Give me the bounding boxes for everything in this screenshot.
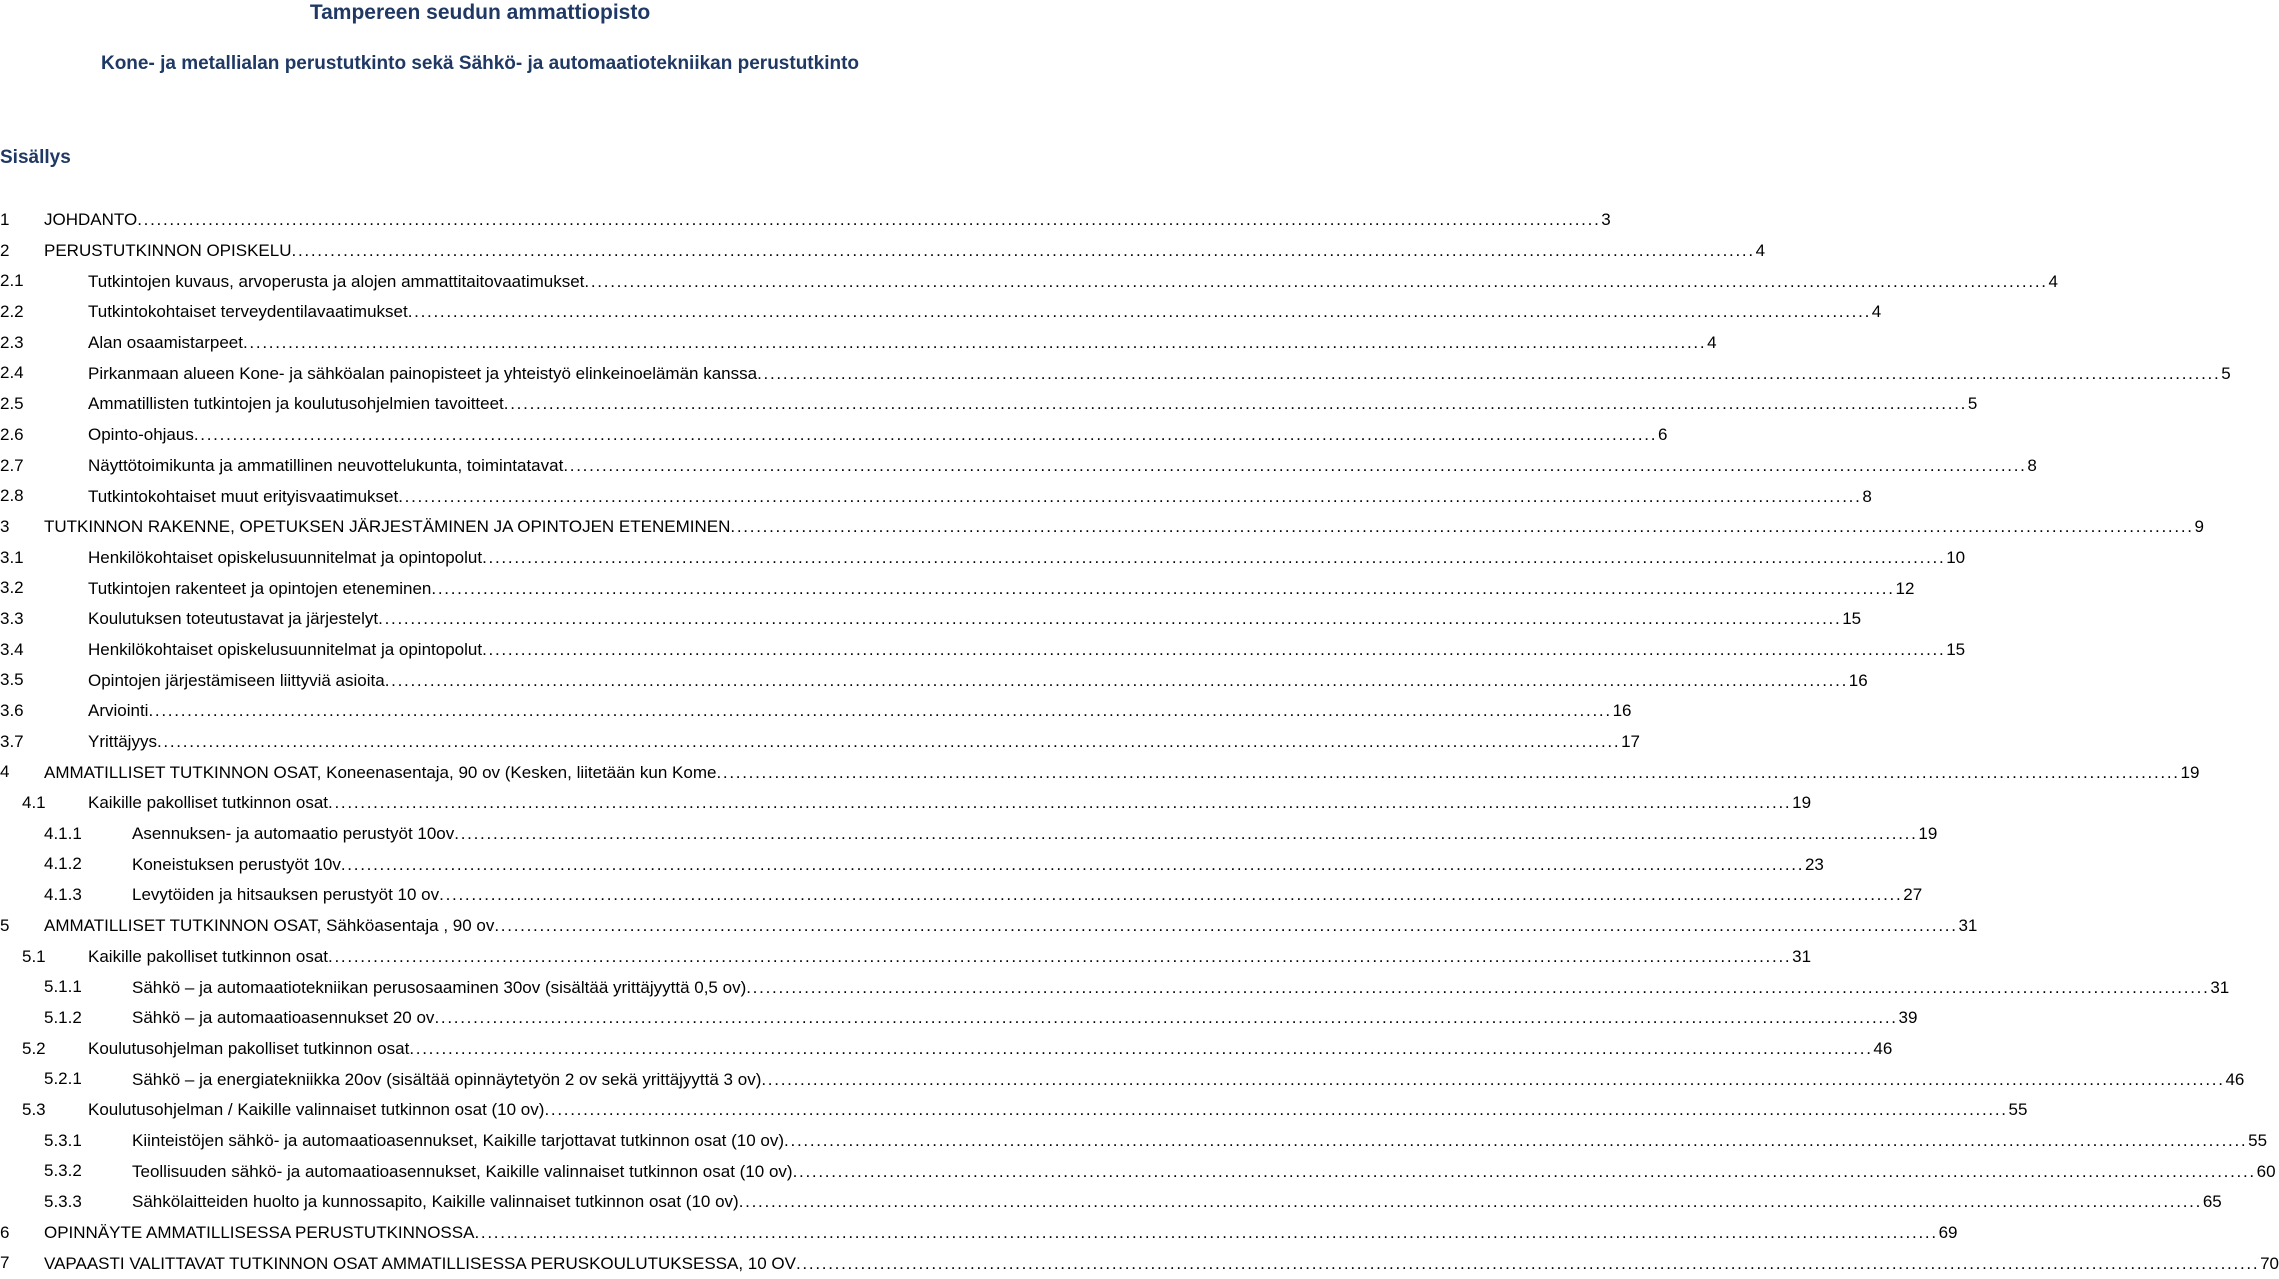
toc-entry-number: 2.2	[0, 302, 24, 322]
toc-entry-page: 60	[2256, 1161, 2276, 1181]
toc-entry-line	[88, 696, 1632, 727]
toc-entry-page: 17	[1621, 732, 1640, 752]
toc-entry-page: 3	[1601, 210, 1611, 230]
toc-entry[interactable]	[0, 1034, 1893, 1065]
toc-entry[interactable]	[0, 665, 1868, 696]
toc-entry-page: 10	[1946, 547, 1966, 567]
toc-entry-page: 5	[1967, 394, 1978, 414]
toc-entry-page: 31	[1792, 946, 1812, 966]
toc-entry-line	[132, 1126, 2268, 1157]
toc-entry[interactable]	[0, 389, 1978, 420]
toc-dot-leader	[796, 1254, 2256, 1274]
toc-entry[interactable]	[0, 328, 1717, 359]
toc-entry-number: 5.3.2	[44, 1161, 82, 1181]
toc-entry[interactable]	[0, 1095, 2028, 1126]
toc-entry-number: 5.1	[22, 946, 46, 966]
toc-entry-line	[88, 635, 1966, 666]
toc-entry-page: 16	[1612, 701, 1632, 721]
toc-entry-label[interactable]: Sähkölaitteiden huolto ja kunnossapito, Kaikille valinnaiset tutkinnon osat (10 ov)	[132, 1192, 739, 1212]
toc-entry-number: 2.1	[0, 271, 24, 291]
toc-entry[interactable]	[0, 757, 2200, 788]
toc-entry-page: 15	[1946, 639, 1966, 659]
toc-entry-page: 8	[2027, 455, 2037, 475]
toc-entry-label[interactable]: Koneistuksen perustyöt 10v	[132, 854, 341, 874]
toc-entry-line	[132, 819, 1938, 850]
toc-entry-page: 55	[2248, 1130, 2268, 1150]
toc-entry-label[interactable]: Näyttötoimikunta ja ammatillinen neuvottelukunta, toimintatavat	[88, 455, 564, 475]
toc-entry-number: 2.3	[0, 332, 24, 352]
toc-entry-number: 5	[0, 915, 10, 935]
toc-entry-page: 4	[1707, 333, 1717, 353]
toc-dot-leader	[385, 671, 1845, 691]
toc-entry-label[interactable]: Opintojen järjestämiseen liittyviä asioita	[88, 670, 385, 690]
document-title: Tampereen seudun ammattiopisto	[309, 1, 651, 24]
toc-entry-line	[132, 1064, 2245, 1095]
toc-entry-line	[132, 880, 1923, 911]
toc-entry[interactable]	[0, 512, 2204, 543]
toc-entry[interactable]	[0, 358, 2231, 389]
toc-entry-page: 70	[2260, 1253, 2279, 1273]
toc-entry[interactable]	[0, 297, 1882, 328]
toc-entry[interactable]	[0, 236, 1766, 267]
toc-entry[interactable]	[0, 849, 1824, 880]
toc-dot-leader	[454, 824, 1914, 844]
toc-entry-line	[132, 1156, 2276, 1187]
toc-entry-number: 3.7	[0, 731, 24, 751]
toc-entry-number: 3.1	[0, 547, 24, 567]
toc-entry[interactable]	[0, 205, 1611, 236]
toc-entry-number: 5.2	[22, 1038, 46, 1058]
toc-dot-leader	[292, 241, 1752, 261]
toc-entry[interactable]	[0, 880, 1923, 911]
toc-entry-line	[132, 972, 2230, 1003]
toc-entry-page: 16	[1848, 670, 1868, 690]
toc-dot-leader	[746, 978, 2206, 998]
toc-entry-line	[132, 1187, 2222, 1218]
toc-dot-leader	[482, 548, 1942, 568]
toc-entry-label[interactable]: AMMATILLISET TUTKINNON OSAT, Koneenasentaja, 90 ov (Kesken, liitetään kun Kome	[44, 762, 717, 782]
toc-entry-label[interactable]: Kaikille pakolliset tutkinnon osat	[88, 793, 329, 813]
toc-entry-label[interactable]: OPINNÄYTE AMMATILLISESSA PERUSTUTKINNOSSA	[44, 1223, 475, 1243]
toc-entry-number: 5.3.1	[44, 1130, 82, 1150]
toc-entry-page: 65	[2202, 1192, 2222, 1212]
toc-entry-label[interactable]: Henkilökohtaiset opiskelusuunnitelmat ja opintopolut	[88, 639, 483, 659]
toc-entry-line	[88, 266, 2058, 297]
toc-entry-number: 3.2	[0, 578, 24, 598]
toc-entry[interactable]	[0, 604, 1862, 635]
toc-entry-label[interactable]: Kaikille pakolliset tutkinnon osat	[88, 946, 329, 966]
toc-entry[interactable]	[0, 420, 1668, 451]
toc-entry[interactable]	[0, 1064, 2245, 1095]
toc-entry-number: 2.6	[0, 424, 24, 444]
toc-entry[interactable]	[0, 266, 2058, 297]
toc-entry-line	[44, 1218, 1958, 1249]
toc-heading: Sisällys	[0, 147, 71, 168]
toc-dot-leader	[341, 855, 1801, 875]
toc-entry-number: 5.3	[22, 1099, 46, 1119]
toc-dot-leader	[409, 1039, 1869, 1059]
toc-entry-number: 2.8	[0, 486, 24, 506]
toc-dot-leader	[148, 701, 1608, 721]
toc-entry-line	[44, 1248, 2279, 1279]
toc-entry-line	[88, 389, 1978, 420]
toc-dot-leader	[793, 1162, 2253, 1182]
toc-dot-leader	[544, 1100, 2004, 1120]
toc-entry[interactable]	[0, 1156, 2276, 1187]
toc-entry-page: 19	[2180, 762, 2200, 782]
toc-dot-leader	[757, 364, 2217, 384]
toc-dot-leader	[157, 732, 1617, 752]
toc-entry-line	[44, 512, 2204, 543]
toc-dot-leader	[431, 579, 1891, 599]
toc-entry-label[interactable]: Opinto-ohjaus	[88, 425, 194, 445]
toc-entry-page: 39	[1898, 1008, 1918, 1028]
toc-entry-line	[88, 604, 1862, 635]
toc-entry-label[interactable]: Tutkintojen kuvaus, arvoperusta ja alojen ammattitaitovaatimukset	[88, 271, 585, 291]
toc-entry-page: 5	[2221, 363, 2231, 383]
toc-entry-line	[88, 451, 2037, 482]
toc-entry-label[interactable]: Henkilökohtaiset opiskelusuunnitelmat ja opintopolut	[88, 547, 483, 567]
toc-entry-line	[88, 727, 1640, 758]
toc-entry-line	[88, 1095, 2028, 1126]
toc-entry-line	[88, 573, 1915, 604]
toc-entry-number: 2.7	[0, 455, 24, 475]
toc-entry[interactable]	[0, 696, 1632, 727]
toc-dot-leader	[739, 1192, 2199, 1212]
toc-entry[interactable]	[0, 819, 1938, 850]
toc-dot-leader	[474, 1223, 1934, 1243]
toc-entry[interactable]	[0, 727, 1640, 758]
toc-entry-label[interactable]: Sähkö – ja automaatiotekniikan perusosaaminen 30ov (sisältää yrittäjyyttä 0,5 ov)	[132, 977, 747, 997]
toc-entry-page: 6	[1657, 425, 1668, 445]
toc-entry-line	[44, 205, 1611, 236]
toc-dot-leader	[439, 885, 1899, 905]
toc-dot-leader	[584, 272, 2044, 292]
toc-entry-page: 4	[1871, 302, 1882, 322]
toc-entry-number: 5.1.1	[44, 977, 82, 997]
toc-entry[interactable]	[0, 911, 1978, 942]
toc-dot-leader	[328, 947, 1788, 967]
toc-entry-page: 31	[1958, 916, 1978, 936]
toc-entry-label[interactable]: Sähkö – ja energiatekniikka 20ov (sisältää opinnäytetyön 2 ov sekä yrittäjyyttä 3 ov)	[132, 1069, 762, 1089]
toc-entry-number: 4	[0, 762, 10, 782]
toc-entry-line	[88, 328, 1717, 359]
toc-entry-number: 5.2.1	[44, 1069, 82, 1089]
toc-entry-page: 31	[2210, 977, 2230, 997]
toc-entry-number: 2.4	[0, 363, 24, 383]
toc-entry-page: 69	[1938, 1223, 1958, 1243]
toc-entry-label[interactable]: Alan osaamistarpeet	[88, 333, 243, 353]
toc-entry-page: 23	[1804, 854, 1824, 874]
toc-entry-page: 19	[1792, 793, 1812, 813]
toc-entry-number: 4.1.3	[44, 885, 82, 905]
toc-entry-number: 2.5	[0, 394, 24, 414]
toc-entry[interactable]	[0, 972, 2230, 1003]
toc-entry-label[interactable]: Koulutusohjelman pakolliset tutkinnon osat	[88, 1038, 410, 1058]
toc-entry-number: 4.1.1	[44, 823, 82, 843]
toc-dot-leader	[398, 487, 1858, 507]
toc-entry-label[interactable]: Levytöiden ja hitsauksen perustyöt 10 ov	[132, 885, 440, 905]
toc-entry[interactable]	[0, 1003, 1918, 1034]
toc-entry-number: 1	[0, 210, 10, 229]
toc-dot-leader	[504, 394, 1964, 414]
toc-entry-number: 5.3.3	[44, 1192, 82, 1211]
toc-entry-label[interactable]: Sähkö – ja automaatioasennukset 20 ov	[132, 1008, 435, 1028]
toc-entry[interactable]	[0, 481, 1872, 512]
toc-entry-line	[132, 1003, 1918, 1034]
toc-entry-label[interactable]: Yrittäjyys	[88, 732, 157, 752]
toc-entry-page: 55	[2008, 1100, 2028, 1120]
toc-dot-leader	[194, 425, 1654, 445]
toc-entry-line	[88, 665, 1868, 696]
toc-entry-line	[44, 236, 1766, 267]
toc-entry-number: 3	[0, 516, 10, 536]
toc-entry-label[interactable]: VAPAASTI VALITTAVAT TUTKINNON OSAT AMMATILLISESSA PERUSKOULUTUKSESSA, 10 OV	[44, 1253, 796, 1273]
toc-entry-label[interactable]: Koulutusohjelman / Kaikille valinnaiset tutkinnon osat (10 ov)	[88, 1100, 545, 1120]
toc-entry-number: 4.1.2	[44, 854, 82, 874]
toc-entry-line	[88, 481, 1872, 512]
toc-entry-number: 5.1.2	[44, 1007, 82, 1027]
toc-entry[interactable]	[0, 451, 2037, 482]
toc-entry-line	[88, 297, 1882, 328]
toc-entry-line	[88, 358, 2231, 389]
toc-entry-label[interactable]: Pirkanmaan alueen Kone- ja sähköalan painopisteet ja yhteistyö elinkeinoelämän kanssa	[88, 363, 758, 383]
toc-entry-number: 4.1	[22, 793, 46, 813]
toc-entry-page: 4	[1755, 241, 1766, 261]
toc-entry[interactable]	[0, 635, 1966, 666]
toc-entry[interactable]	[0, 1218, 1958, 1249]
toc-entry-line	[44, 757, 2200, 788]
toc-entry-number: 3.5	[0, 670, 24, 690]
toc-dot-leader	[243, 333, 1703, 353]
toc-entry-label[interactable]: PERUSTUTKINNON OPISKELU	[44, 241, 292, 261]
toc-entry-label[interactable]: Asennuksen- ja automaatio perustyöt 10ov	[132, 824, 455, 844]
toc-entry-line	[88, 788, 1812, 819]
toc-entry-page: 12	[1895, 578, 1915, 598]
toc-entry-number: 3.3	[0, 608, 24, 628]
toc-entry[interactable]	[0, 1248, 2279, 1279]
toc-dot-leader	[494, 916, 1954, 936]
toc-entry-label[interactable]: TUTKINNON RAKENNE, OPETUKSEN JÄRJESTÄMINEN JA OPINTOJEN ETENEMINEN	[44, 517, 731, 537]
toc-entry-label[interactable]: Teollisuuden sähkö- ja automaatioasennukset, Kaikille valinnaiset tutkinnon osat (10 ov)	[132, 1161, 793, 1181]
table-of-contents	[0, 205, 2279, 1279]
toc-entry-page: 19	[1918, 824, 1938, 844]
toc-entry-page: 46	[1873, 1038, 1893, 1058]
toc-entry-line	[44, 911, 1978, 942]
toc-dot-leader	[137, 210, 1597, 230]
toc-dot-leader	[408, 302, 1868, 322]
toc-entry[interactable]	[0, 573, 1915, 604]
toc-entry-page: 4	[2048, 271, 2058, 291]
toc-entry-line	[88, 942, 1812, 973]
toc-entry-label[interactable]: Ammatillisten tutkintojen ja koulutusohjelmien tavoitteet	[88, 394, 504, 414]
document-subtitle: Kone- ja metallialan perustutkinto sekä Sähkö- ja automaatiotekniikan perustutkinto	[100, 53, 860, 74]
toc-entry-number: 3.6	[0, 701, 24, 720]
toc-entry[interactable]	[0, 543, 1966, 574]
toc-entry-label[interactable]: Arviointi	[88, 701, 149, 721]
toc-dot-leader	[434, 1008, 1894, 1028]
toc-entry-line	[88, 1034, 1893, 1065]
toc-dot-leader	[328, 793, 1788, 813]
toc-dot-leader	[716, 763, 2176, 783]
toc-entry-label[interactable]: Kiinteistöjen sähkö- ja automaatioasennukset, Kaikille tarjottavat tutkinnon osat (10 ov)	[132, 1130, 785, 1150]
toc-entry-page: 15	[1842, 609, 1862, 629]
toc-entry-number: 7	[0, 1253, 10, 1273]
toc-entry[interactable]	[0, 942, 1812, 973]
toc-entry-label[interactable]: Tutkintokohtaiset muut erityisvaatimukset	[88, 486, 399, 506]
toc-entry-label[interactable]: Tutkintokohtaiset terveydentilavaatimukset	[88, 302, 408, 322]
toc-entry[interactable]	[0, 1187, 2222, 1218]
toc-entry[interactable]	[0, 788, 1812, 819]
toc-dot-leader	[563, 456, 2023, 476]
toc-entry-label[interactable]: Koulutuksen toteutustavat ja järjestelyt	[88, 609, 379, 629]
toc-entry-number: 2	[0, 240, 10, 260]
toc-entry-number: 3.4	[0, 639, 24, 659]
toc-entry-label[interactable]: JOHDANTO	[44, 210, 138, 230]
toc-dot-leader	[730, 517, 2190, 537]
toc-dot-leader	[784, 1131, 2244, 1151]
toc-entry-label[interactable]: Tutkintojen rakenteet ja opintojen eteneminen	[88, 578, 432, 598]
toc-dot-leader	[482, 640, 1942, 660]
toc-entry-page: 8	[1862, 486, 1872, 506]
toc-entry[interactable]	[0, 1126, 2268, 1157]
toc-dot-leader	[761, 1070, 2221, 1090]
toc-dot-leader	[378, 609, 1838, 629]
toc-entry-label[interactable]: AMMATILLISET TUTKINNON OSAT, Sähköasentaja , 90 ov	[44, 916, 495, 936]
toc-entry-line	[88, 543, 1966, 574]
toc-entry-line	[132, 849, 1824, 880]
toc-entry-page: 27	[1903, 885, 1923, 905]
toc-entry-page: 46	[2225, 1069, 2245, 1089]
toc-entry-number: 6	[0, 1222, 10, 1242]
toc-entry-line	[88, 420, 1668, 451]
toc-entry-page: 9	[2194, 517, 2204, 537]
